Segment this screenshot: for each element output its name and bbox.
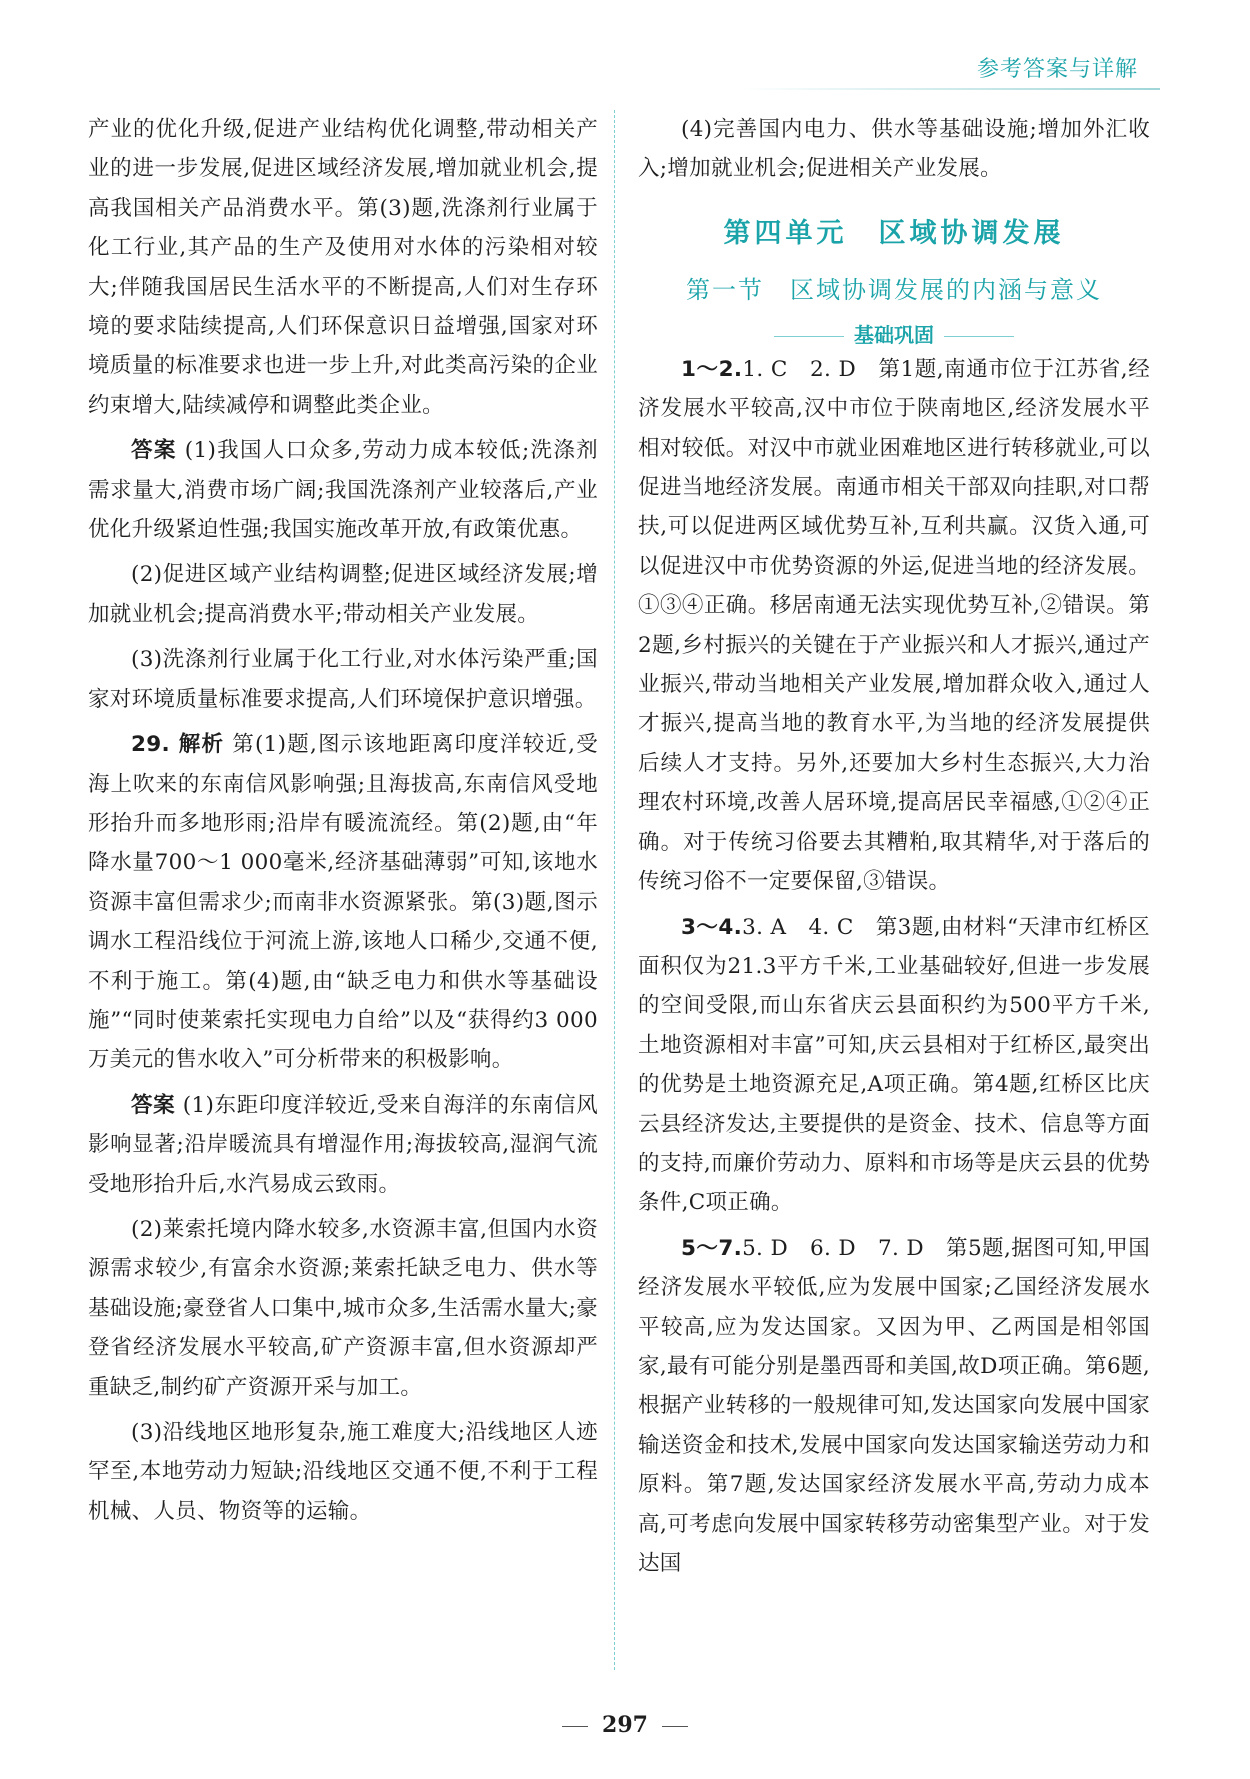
page-number-text: 297 [602,1712,648,1738]
q29-answer-2: (2)莱索托境内降水较多,水资源丰富,但国内水资源需求较少,有富余水资源;莱索托缺乏电力、供水等基础设施;豪登省人口集中,城市众多,生活需水量大;豪登省经济发展水平较高,矿产资源丰富,但水资源却严重缺乏,制约矿产资源开采与加工。 [88,1216,598,1400]
section-title: 第一节 区域协调发展的内涵与意义 [686,275,1102,304]
page-number [0,1712,1250,1738]
dash-left [562,1726,588,1727]
header-rule [740,88,1160,90]
rule-left [774,336,844,337]
subsection-title: 基础巩固 [854,322,934,347]
q29-analysis-text: 第(1)题,图示该地距离印度洋较近,受海上吹来的东南信风影响强;且海拔高,东南信风受地形抬升而多地形雨;沿岸有暖流流经。第(2)题,由“年降水量700～1 000毫米,经济基础薄弱”可知,该地水资源丰富但需求少;而南非水资源紧张。第(3)题,图示调水工程沿线位于河流上游,该地人口稀少,交通不便,不利于施工。第(4)题,由“缺乏电力和供水等基础设施”“同时使莱索托实现电力自给”以及“获得约3 000万美元的售水收入”可分析带来的积极影响。 [88,732,598,1073]
q3-4-answer [638,908,1150,1223]
subsection-heading [638,319,1150,348]
q29-answer-1 [88,1086,598,1204]
right-column [638,110,1150,1583]
header-title: 参考答案与详解 [976,57,1138,82]
answer-label: 答案 [131,1092,176,1118]
q3-4-text: 3. A 4. C 第3题,由材料“天津市红桥区面积仅为21.3平方千米,工业基础较好,但进一步发展的空间受限,而山东省庆云县面积约为500平方千米,土地资源相对丰富”可知,庆云县相对于红桥区,最突出的优势是土地资源充足,A项正确。第4题,红桥区比庆云县经济发达,主要提供的是资金、技术、信息等方面的支持,而廉价劳动力、原料和市场等是庆云县的优势条件,C项正确。 [638,914,1150,1216]
q29-analysis [88,725,598,1080]
q5-7-answer [638,1229,1150,1584]
answer-label: 答案 [131,438,177,464]
unit-title: 第四单元 区域协调发展 [723,217,1065,249]
q5-7-text: 5. D 6. D 7. D 第5题,据图可知,甲国经济发展水平较低,应为发展中国家;乙国经济发展水平较高,应为发达国家。又因为甲、乙两国是相邻国家,最有可能分别是墨西哥和美国,故D项正确。第6题,根据产业转移的一般规律可知,发达国家向发展中国家输送资金和技术,发展中国家向发达国家输送劳动力和原料。第7题,发达国家经济发展水平高,劳动力成本高,可考虑向发展中国家转移劳动密集型产业。对于发达国 [638,1235,1150,1576]
column-divider [614,110,615,1670]
q1-2-answer [638,350,1150,902]
rule-right [944,336,1014,337]
q1-2-text: 1. C 2. D 第1题,南通市位于江苏省,经济发展水平较高,汉中市位于陕南地区,经济发展水平相对较低。对汉中市就业困难地区进行转移就业,可以促进当地经济发展。南通市相关干部双向挂职,对口帮扶,可以促进两区域优势互补,互利共赢。汉货入通,可以促进汉中市优势资源的外运,促进当地的经济发展。①③④正确。移居南通无法实现优势互补,②错误。第2题,乡村振兴的关键在于产业振兴和人才振兴,通过产业振兴,带动当地相关产业发展,增加群众收入,通过人才振兴,提高当地的教育水平,为当地的经济发展提供后续人才支持。另外,还要加大乡村生态振兴,大力治理农村环境,改善人居环境,提高居民幸福感,①②④正确。对于传统习俗要去其糟粕,取其精华,对于落后的传统习俗不一定要保留,③错误。 [638,356,1150,895]
q1-2-label: 1～2. [681,356,743,382]
q3-4-label: 3～4. [681,914,743,940]
q29-label: 29. 解析 [131,732,225,758]
q28-answer-1 [88,431,598,549]
q29-answer-1-text: (1)东距印度洋较近,受来自海洋的东南信风影响显著;沿岸暖流具有增湿作用;海拔较高,湿润气流受地形抬升后,水汽易成云致雨。 [88,1092,599,1197]
left-column [88,110,598,1531]
q5-7-label: 5～7. [681,1235,743,1261]
q28-answer-2: (2)促进区域产业结构调整;促进区域经济发展;增加就业机会;提高消费水平;带动相关产业发展。 [88,562,598,627]
q28-answer-1-text: (1)我国人口众多,劳动力成本较低;洗涤剂需求量大,消费市场广阔;我国洗涤剂产业较落后,产业优化升级紧迫性强;我国实施改革开放,有政策优惠。 [88,438,598,543]
dash-right [662,1726,688,1727]
q29-answer-4: (4)完善国内电力、供水等基础设施;增加外汇收入;增加就业机会;促进相关产业发展。 [638,117,1150,182]
q29-answer-3: (3)沿线地区地形复杂,施工难度大;沿线地区人迹罕至,本地劳动力短缺;沿线地区交通不便,不利于工程机械、人员、物资等的运输。 [88,1420,598,1524]
continuation-paragraph: 产业的优化升级,促进产业结构优化调整,带动相关产业的进一步发展,促进区域经济发展,增加就业机会,提高我国相关产品消费水平。第(3)题,洗涤剂行业属于化工行业,其产品的生产及使用对水体的污染相对较大;伴随我国居民生活水平的不断提高,人们对生存环境的要求陆续提高,人们环保意识日益增强,国家对环境质量的标准要求也进一步上升,对此类高污染的企业约束增大,陆续减停和调整此类企业。 [88,117,598,418]
q28-answer-3: (3)洗涤剂行业属于化工行业,对水体污染严重;国家对环境质量标准要求提高,人们环境保护意识增强。 [88,647,598,712]
